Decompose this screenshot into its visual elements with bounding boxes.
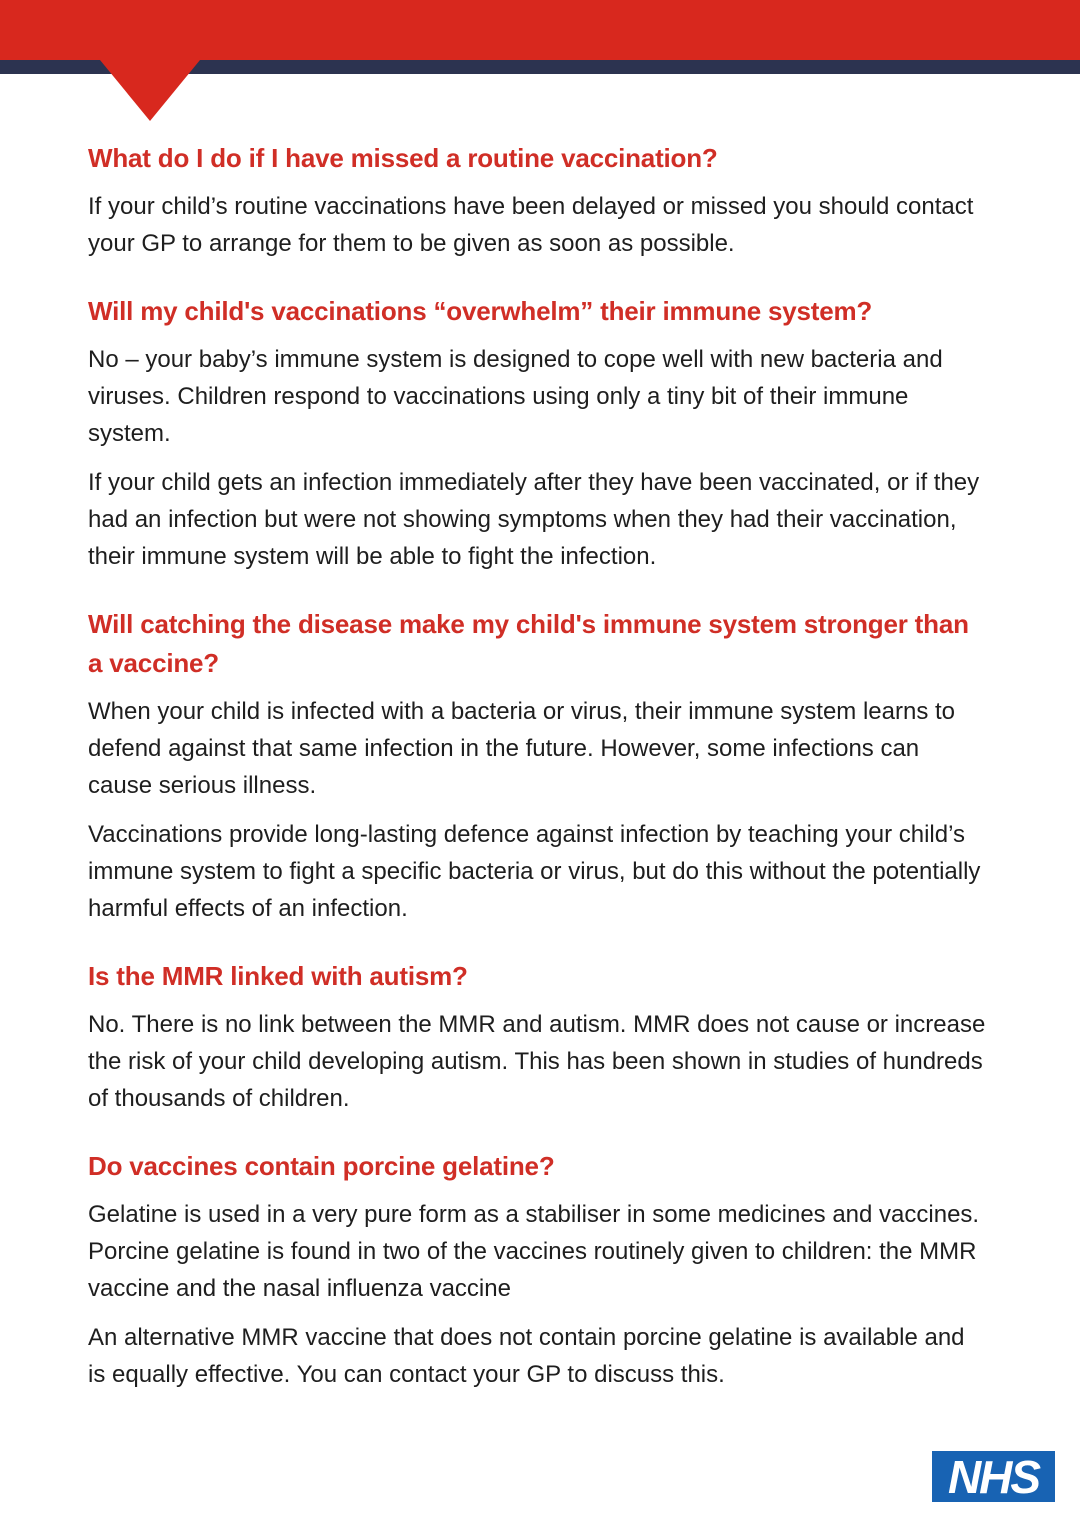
header-red-bar: [0, 0, 1080, 60]
faq-answer-paragraph: If your child gets an infection immediately after they have been vaccinated, or if they had an infection but were not showing symptoms when they had their vaccination, their immune system will be able to fight the infection.: [88, 469, 980, 570]
faq-answer-paragraph: Gelatine is used in a very pure form as a stabiliser in some medicines and vaccines. Porcine gelatine is found in two of the vaccines routinely given to children: the MMR vaccine and the nasal influenza vaccine: [88, 1201, 980, 1302]
faq-porcine-gelatine: [88, 1147, 988, 1393]
faq-question: Do vaccines contain porcine gelatine?: [88, 1151, 555, 1181]
nhs-logo-text: NHS: [947, 1450, 1040, 1503]
faq-answer-paragraph: No. There is no link between the MMR and autism. MMR does not cause or increase the risk of your child developing autism. This has been shown in studies of hundreds of thousands of children.: [88, 1011, 986, 1112]
faq-missed-vaccination: [88, 139, 988, 262]
faq-question: What do I do if I have missed a routine vaccination?: [88, 143, 718, 173]
faq-answer-paragraph: When your child is infected with a bacteria or virus, their immune system learns to defend against that same infection in the future. However, some infections can cause serious illness.: [88, 698, 956, 799]
header-pointer-triangle: [100, 60, 200, 121]
faq-mmr-autism: [88, 957, 988, 1117]
nhs-logo: [932, 1451, 1055, 1502]
faq-answer-paragraph: An alternative MMR vaccine that does not contain porcine gelatine is available and is equally effective. You can contact your GP to discuss this.: [88, 1324, 965, 1388]
faq-catching-disease: [88, 605, 988, 927]
faq-answer-paragraph: No – your baby’s immune system is designed to cope well with new bacteria and viruses. Children respond to vaccinations using only a tiny bit of their immune system.: [88, 346, 943, 447]
faq-question: Will catching the disease make my child's immune system stronger than a vaccine?: [88, 609, 969, 678]
faq-question: Will my child's vaccinations “overwhelm” their immune system?: [88, 296, 873, 326]
faq-answer-paragraph: If your child’s routine vaccinations have been delayed or missed you should contact your GP to arrange for them to be given as soon as possible.: [88, 193, 974, 257]
faq-question: Is the MMR linked with autism?: [88, 961, 468, 991]
faq-content: [88, 139, 988, 1423]
faq-answer-paragraph: Vaccinations provide long-lasting defence against infection by teaching your child’s immune system to fight a specific bacteria or virus, but do this without the potentially harmful effects of an infection.: [88, 821, 981, 922]
faq-overwhelm-immune-system: [88, 292, 988, 575]
